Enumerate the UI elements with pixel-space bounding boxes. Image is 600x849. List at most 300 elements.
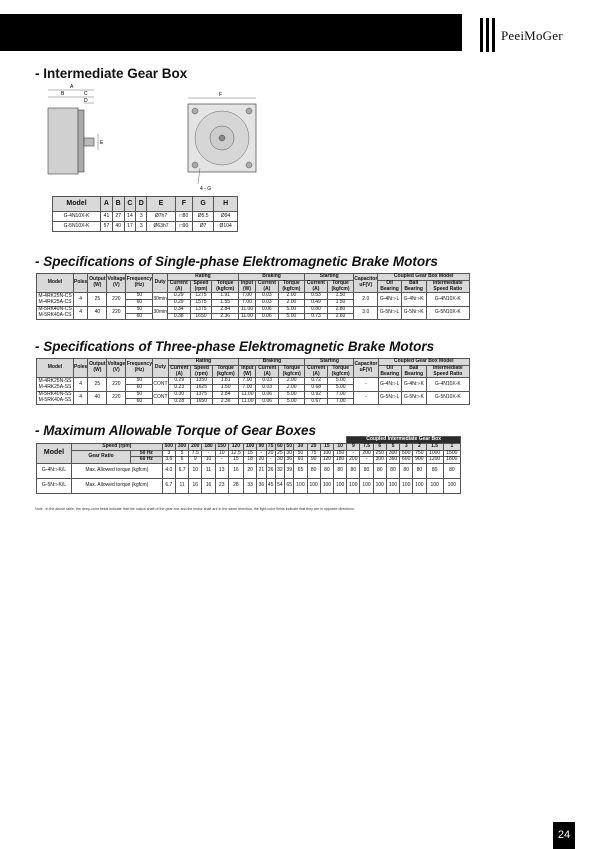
dim-cell: G-4N10X-K — [53, 212, 101, 222]
table-row — [37, 464, 461, 479]
col-poles: Poles — [74, 274, 88, 293]
coupled-torque-cell: 80 — [400, 464, 413, 479]
torque-value-cell: 16 — [228, 464, 243, 479]
value-cell: 2.60 — [327, 313, 354, 320]
torque-value-cell: 39 — [285, 464, 294, 479]
coupled-torque-cell: 80 — [347, 464, 360, 479]
dim-cell: Ø104 — [214, 222, 238, 232]
value-cell: 5.00 — [278, 313, 305, 320]
value-cell: 2.84 — [212, 391, 238, 398]
col-sub-torque_kg: Torque (kgfcm) — [327, 280, 354, 293]
value-cell: 0.29 — [168, 378, 191, 385]
col-sub-input: Input (W) — [239, 365, 256, 378]
col-sub-current_a: Current (A) — [167, 280, 190, 293]
coupled60-cell: 900 — [413, 457, 426, 464]
model-cell — [37, 293, 74, 307]
hz50-label: 50 Hz — [131, 450, 163, 457]
col-sub-oil: Oil Bearing — [378, 280, 401, 293]
frequency-cell: 50 — [126, 293, 153, 300]
model-name: M-5RK40N-SS — [38, 391, 72, 398]
value-cell: 1.81 — [212, 378, 238, 385]
coupled-torque-cell: 100 — [426, 479, 443, 494]
value-cell: 0.03 — [256, 378, 279, 385]
model-name: M-4RK25A-CS — [38, 298, 72, 305]
speed-cell: 90 — [258, 442, 265, 449]
coupled-speed-cell: 1.5 — [426, 443, 443, 450]
coupled-torque-cell: 100 — [360, 479, 373, 494]
coupled-torque-cell: 100 — [400, 479, 413, 494]
value-cell: 0.30 — [168, 391, 191, 398]
coupled50-cell: 1500 — [443, 450, 460, 457]
brand-name: PeeiMoGer — [501, 28, 563, 43]
ratio60-cell: - — [266, 457, 275, 464]
output-cell: 25 — [88, 293, 107, 307]
torque-value-cell: 13 — [215, 464, 228, 479]
coupled60-cell: 600 — [400, 457, 413, 464]
value-cell: 2.84 — [212, 306, 239, 313]
ratio50-cell: 10 — [215, 450, 228, 457]
col-voltage: Voltage (V) — [107, 359, 126, 378]
intermediate-cell: G-4N10X-K — [426, 378, 469, 392]
dim-cell: 14 — [124, 212, 136, 222]
coupled50-cell: 500 — [400, 450, 413, 457]
col-sub-torque_kg: Torque (kgfcm) — [278, 365, 304, 378]
col-capacitor: Capacitor uF(V) — [354, 359, 378, 378]
speed-cell: 60 — [277, 442, 283, 449]
voltage-cell: 220 — [107, 293, 126, 307]
ratio50-cell: 150 — [334, 450, 347, 457]
ball-bearing-cell: G-5N□-K — [401, 306, 426, 320]
model-cell — [37, 306, 74, 320]
ratio60-cell: - — [215, 457, 228, 464]
value-cell: 2.80 — [327, 306, 354, 313]
dim-label-d: D — [84, 98, 88, 104]
speed-cell: 10 — [334, 443, 347, 450]
dim-cell: 40 — [112, 222, 124, 232]
ratio50-cell: 20 — [267, 449, 274, 456]
speed-cell: 50 — [286, 442, 292, 449]
dim-header-cell: C — [124, 197, 136, 212]
dim-header-cell: A — [101, 197, 113, 212]
frequency-cell: 60 — [126, 300, 153, 307]
col-sub-input: Input (W) — [238, 280, 255, 293]
value-cell: 0.73 — [305, 313, 328, 320]
ratio60-cell: 120 — [320, 457, 333, 464]
value-cell: 11.00 — [239, 391, 256, 398]
torque-value-cell: 80 — [307, 464, 320, 479]
col-starting: Starting — [305, 274, 354, 281]
ratio50-cell: 100 — [320, 450, 333, 457]
coupled60-cell: - — [360, 457, 373, 464]
ratio60-cell: 18 — [244, 457, 257, 464]
ratio60-cell: 36 — [286, 456, 292, 463]
value-cell: 1350 — [191, 378, 213, 385]
frequency-cell: 60 — [126, 398, 153, 405]
value-cell: 7.00 — [238, 293, 255, 300]
coupled-speed-cell: 2 — [413, 443, 426, 450]
ratio50-cell: - — [202, 450, 215, 457]
ratio50-cell: - — [257, 450, 266, 457]
coupled-torque-cell: 100 — [443, 479, 460, 494]
speed-cell: 15 — [320, 443, 333, 450]
col-sub-inter: Intermediate Speed Ratio — [426, 365, 469, 378]
model-name: M-5RK40N-CS — [38, 306, 72, 313]
ratio50-cell: 5 — [175, 450, 188, 457]
dim-cell: Ø63h7 — [147, 222, 176, 232]
col-braking: Braking — [238, 274, 304, 281]
torque-value-cell: 36 — [257, 479, 266, 494]
capacitor-cell: 3.0 — [354, 306, 378, 320]
poles-cell: 4 — [74, 293, 88, 307]
value-cell: 5.00 — [327, 378, 353, 385]
torque-value-cell: 20 — [244, 464, 257, 479]
dim-cell: 3 — [136, 212, 147, 222]
output-cell: 40 — [88, 391, 107, 405]
output-cell: 25 — [88, 378, 107, 392]
value-cell: 2.00 — [278, 385, 304, 392]
speed-cell: 100 — [244, 443, 257, 450]
header-row — [37, 274, 470, 281]
torque-model-cell: G-5N□-K/L — [37, 479, 72, 494]
dim-label-b: B — [61, 91, 65, 97]
three-phase-spec-table — [36, 358, 470, 405]
torque-value-cell: 6.7 — [162, 479, 175, 494]
ratio50-cell: 75 — [307, 450, 320, 457]
col-duty: Duty — [153, 274, 168, 293]
capacitor-cell: 2.0 — [354, 293, 378, 307]
value-cell: 0.06 — [256, 391, 279, 398]
capacitor-cell: - — [354, 391, 378, 405]
oil-bearing-cell: G-4N□-L — [378, 293, 401, 307]
dim-label-f: F — [219, 92, 223, 98]
oil-bearing-cell: G-5N□-L — [378, 306, 401, 320]
col-sub-current_a: Current (A) — [305, 280, 328, 293]
table-row — [53, 212, 238, 222]
torque-value-cell: 100 — [307, 479, 320, 494]
oil-bearing-cell: G-4N□-L — [378, 378, 401, 392]
value-cell: 5.00 — [327, 385, 353, 392]
coupled50-cell: 200 — [360, 450, 373, 457]
duty-cell: CONT — [153, 391, 168, 405]
col-voltage: Voltage (V) — [107, 274, 126, 293]
value-cell: 0.49 — [305, 300, 328, 307]
poles-cell: 4 — [74, 378, 88, 392]
ball-bearing-cell: G-4N□-K — [401, 378, 426, 392]
torque-value-cell: 26 — [266, 464, 275, 479]
value-cell: 0.29 — [167, 300, 190, 307]
col-rating: Rating — [168, 359, 239, 366]
coupled-torque-cell: 80 — [373, 464, 386, 479]
voltage-cell: 220 — [107, 391, 126, 405]
dim-header-cell: D — [136, 197, 147, 212]
table-row — [37, 391, 470, 398]
value-cell: 1275 — [190, 293, 212, 300]
torque-value-cell: 16 — [202, 479, 215, 494]
speed-cell: 300 — [175, 443, 188, 450]
poles-cell: 4 — [74, 391, 88, 405]
dim-header-cell: E — [147, 197, 176, 212]
dim-label-g: 4 - G — [200, 186, 212, 192]
col-sub-speed: Speed (rpm) — [190, 280, 212, 293]
col-sub-speed: Speed (rpm) — [191, 365, 213, 378]
col-poles: Poles — [74, 359, 88, 378]
value-cell: 2.00 — [278, 293, 305, 300]
dim-cell: 17 — [124, 222, 136, 232]
table-row — [53, 222, 238, 232]
table-row — [37, 479, 461, 494]
speed-cell: 20 — [307, 443, 320, 450]
coupled-torque-cell: 80 — [426, 464, 443, 479]
model-cell — [37, 378, 74, 392]
col-sub-current_a: Current (A) — [256, 280, 279, 293]
ratio60-cell: 3.6 — [162, 457, 175, 464]
oil-bearing-cell: G-5N□-L — [378, 391, 401, 405]
gearbox-front-drawing — [180, 92, 270, 196]
model-name: M-4RK25N-CS — [38, 292, 72, 299]
ratio60-cell: 60 — [294, 457, 307, 464]
ratio50-cell: 7.5 — [189, 450, 202, 457]
torque-model-cell: G-4N□-K/L — [37, 464, 72, 479]
dim-header-cell: G — [193, 197, 214, 212]
speed-cell: 180 — [202, 443, 215, 450]
torque-label-cell: Max. Allowed torque (kgfcm) — [72, 479, 163, 494]
ratio50-cell: 3 — [162, 450, 175, 457]
ratio60-cell: 10 — [202, 457, 215, 464]
gearbox-side-drawing — [40, 82, 120, 182]
col-model: Model — [37, 443, 72, 463]
value-cell: 0.06 — [256, 306, 279, 313]
ratio50-cell: 30 — [286, 449, 292, 456]
coupled-torque-cell: 100 — [413, 479, 426, 494]
frequency-cell: 50 — [126, 391, 153, 398]
col-frequency: Frequency (Hz) — [126, 359, 153, 378]
coupled-gearbox-header: Coupled Intermediate Gear Box — [347, 437, 461, 444]
value-cell: 7.00 — [238, 300, 255, 307]
dim-cell: □90 — [175, 222, 192, 232]
value-cell: 0.72 — [305, 378, 328, 385]
dim-cell: 41 — [101, 212, 113, 222]
torque-value-cell: 10 — [189, 464, 202, 479]
col-rating: Rating — [167, 274, 238, 281]
value-cell: 0.92 — [305, 391, 328, 398]
dim-cell: 3 — [136, 222, 147, 232]
value-cell: 11.00 — [238, 306, 255, 313]
intermediate-cell: G-5N10X-K — [426, 391, 469, 405]
torque-label-cell: Max. Allowed torque (kgfcm) — [72, 464, 163, 479]
dim-header-cell: H — [214, 197, 238, 212]
torque-value-cell: 11 — [202, 464, 215, 479]
model-name: M-4RK25A-SS — [38, 383, 72, 390]
value-cell: 1.50 — [212, 385, 238, 392]
value-cell: 7.00 — [327, 398, 353, 405]
ball-bearing-cell: G-4N□-K — [401, 293, 426, 307]
value-cell: 5.00 — [278, 306, 305, 313]
col-gearbox-model: Coupled Gear Box Model — [378, 359, 470, 366]
coupled-torque-cell: 100 — [347, 479, 360, 494]
value-cell: 0.67 — [305, 398, 328, 405]
torque-value-cell: 21 — [257, 464, 266, 479]
coupled50-cell: 750 — [413, 450, 426, 457]
value-cell: 2.36 — [212, 313, 239, 320]
dim-label-a: A — [70, 84, 74, 90]
value-cell: 11.00 — [239, 398, 256, 405]
col-model: Model — [37, 274, 74, 293]
torque-value-cell: 4.0 — [162, 464, 175, 479]
coupled-speed-cell: 5 — [386, 443, 399, 450]
ratio50-cell: 12.5 — [228, 450, 243, 457]
value-cell: 1375 — [191, 391, 213, 398]
section-title-three-phase: - Specifications of Three-phase Elektromagnetic Brake Motors — [35, 339, 435, 354]
coupled50-cell: - — [347, 450, 360, 457]
col-sub-oil: Oil Bearing — [378, 365, 401, 378]
section-title-single-phase: - Specifications of Single-phase Elektromagnetic Brake Motors — [35, 254, 438, 269]
value-cell: 7.00 — [327, 391, 353, 398]
coupled-speed-cell: 1 — [443, 443, 460, 450]
col-model: Model — [37, 359, 74, 378]
table-note: Note : in the above table, the deep-color fields indicate that the output shaft of the gear box and the motor shaft are in the same direction, the light-color fields indicate that they are in opposite directions. — [35, 507, 355, 511]
torque-value-cell: 100 — [320, 479, 333, 494]
dim-cell: Ø94 — [214, 212, 238, 222]
col-starting: Starting — [305, 359, 354, 366]
speed-cell: 120 — [228, 443, 243, 450]
speed-cell: 150 — [215, 443, 228, 450]
value-cell: 5.00 — [278, 391, 304, 398]
value-cell: 0.29 — [167, 293, 190, 300]
ratio60-cell: 20 — [258, 456, 265, 463]
coupled60-cell: 1800 — [443, 457, 460, 464]
dimension-table — [52, 196, 238, 232]
torque-value-cell: 100 — [294, 479, 307, 494]
dim-cell: 57 — [101, 222, 113, 232]
col-duty: Duty — [153, 359, 168, 378]
value-cell: 7.00 — [239, 378, 256, 385]
coupled60-cell: 200 — [347, 457, 360, 464]
coupled60-cell: 360 — [386, 457, 399, 464]
col-output: Output (W) — [88, 274, 107, 293]
value-cell: 1650 — [191, 398, 213, 405]
coupled-speed-cell: 3 — [400, 443, 413, 450]
torque-value-cell: 32 — [275, 464, 284, 479]
value-cell: 1.55 — [212, 300, 239, 307]
speed-cell: 30 — [294, 443, 307, 450]
torque-value-cell: 11 — [175, 479, 188, 494]
torque-value-cell: 45 — [266, 479, 275, 494]
col-sub-torque_kg: Torque (kgfcm) — [212, 280, 239, 293]
value-cell: 2.00 — [278, 300, 305, 307]
coupled-torque-cell: 80 — [443, 464, 460, 479]
col-gear-ratio: Gear Ratio — [72, 450, 131, 464]
col-sub-current_a: Current (A) — [256, 365, 279, 378]
col-capacitor: Capacitor uF(V) — [354, 274, 378, 293]
value-cell: 0.68 — [305, 385, 328, 392]
value-cell: 1625 — [191, 385, 213, 392]
intermediate-cell: G-4N10X-K — [426, 293, 469, 307]
intermediate-cell: G-5N10X-K — [426, 306, 469, 320]
value-cell: 0.80 — [305, 306, 328, 313]
col-sub-torque_kg: Torque (kgfcm) — [212, 365, 238, 378]
model-name: M-4RK25N-SS — [38, 377, 72, 384]
ratio50-cell: 25 — [277, 449, 283, 456]
coupled-torque-cell: 80 — [413, 464, 426, 479]
value-cell: 0.28 — [168, 398, 191, 405]
torque-value-cell: 23 — [215, 479, 228, 494]
ratio60-cell: 15 — [228, 457, 243, 464]
dim-cell: Ø5.5 — [193, 212, 214, 222]
value-cell: 0.03 — [256, 300, 279, 307]
dim-cell: Ø7h7 — [147, 212, 176, 222]
coupled-speed-cell: 7.5 — [360, 443, 373, 450]
voltage-cell: 220 — [107, 378, 126, 392]
torque-value-cell: 16 — [189, 479, 202, 494]
col-sub-current_a: Current (A) — [305, 365, 328, 378]
coupled-speed-cell: 9 — [347, 443, 360, 450]
col-speed: Speed (rpm) — [72, 443, 163, 450]
coupled-speed-cell: 6 — [373, 443, 386, 450]
coupled60-cell: 1200 — [426, 457, 443, 464]
torque-value-cell: 100 — [334, 479, 347, 494]
value-cell: 2.00 — [278, 378, 304, 385]
ratio60-cell: 9 — [189, 457, 202, 464]
speed-cell: 75 — [267, 442, 274, 449]
ratio50-cell: 15 — [244, 450, 257, 457]
col-output: Output (W) — [88, 359, 107, 378]
value-cell: 1.50 — [327, 293, 354, 300]
col-sub-inter: Intermediate Speed Ratio — [426, 280, 469, 293]
dim-label-e: E — [100, 140, 104, 146]
value-cell: 1.91 — [212, 293, 239, 300]
dim-cell: Ø7 — [193, 222, 214, 232]
col-sub-ball: Ball Bearing — [401, 280, 426, 293]
torque-value-cell: 80 — [334, 464, 347, 479]
frequency-cell: 50 — [126, 378, 153, 385]
value-cell: 2.36 — [212, 398, 238, 405]
torque-value-cell: 65 — [285, 479, 294, 494]
col-sub-torque_kg: Torque (kgfcm) — [327, 365, 353, 378]
speed-cell: 500 — [162, 443, 175, 450]
col-sub-ball: Ball Bearing — [401, 365, 426, 378]
frequency-cell: 50 — [126, 306, 153, 313]
ratio60-cell: 30 — [277, 456, 283, 463]
ratio50-cell: 50 — [294, 450, 307, 457]
output-cell: 40 — [88, 306, 107, 320]
model-name: M-5RK40A-SS — [38, 397, 72, 403]
table-row — [37, 378, 470, 385]
coupled-torque-cell: 80 — [360, 464, 373, 479]
value-cell: 0.34 — [167, 306, 190, 313]
page-number: 24 — [553, 822, 575, 849]
dim-header-cell: F — [175, 197, 192, 212]
duty-cell: 30min — [153, 293, 168, 307]
speed-cell: 200 — [189, 443, 202, 450]
max-torque-table — [36, 436, 461, 494]
header-bar — [0, 14, 462, 51]
coupled-torque-cell: 100 — [373, 479, 386, 494]
value-cell: 1650 — [190, 313, 212, 320]
ball-bearing-cell: G-5N□-K — [401, 391, 426, 405]
ratio60-cell: 180 — [334, 457, 347, 464]
value-cell: 0.06 — [256, 398, 279, 405]
value-cell: 0.06 — [256, 313, 279, 320]
value-cell: 0.23 — [168, 385, 191, 392]
frequency-cell: 60 — [126, 385, 153, 392]
value-cell: 1.50 — [327, 300, 354, 307]
value-cell: 7.00 — [239, 385, 256, 392]
value-cell: 11.00 — [238, 313, 255, 320]
voltage-cell: 220 — [107, 306, 126, 320]
col-frequency: Frequency (Hz) — [126, 274, 153, 293]
torque-value-cell: 6.7 — [175, 464, 188, 479]
value-cell: 0.38 — [167, 313, 190, 320]
